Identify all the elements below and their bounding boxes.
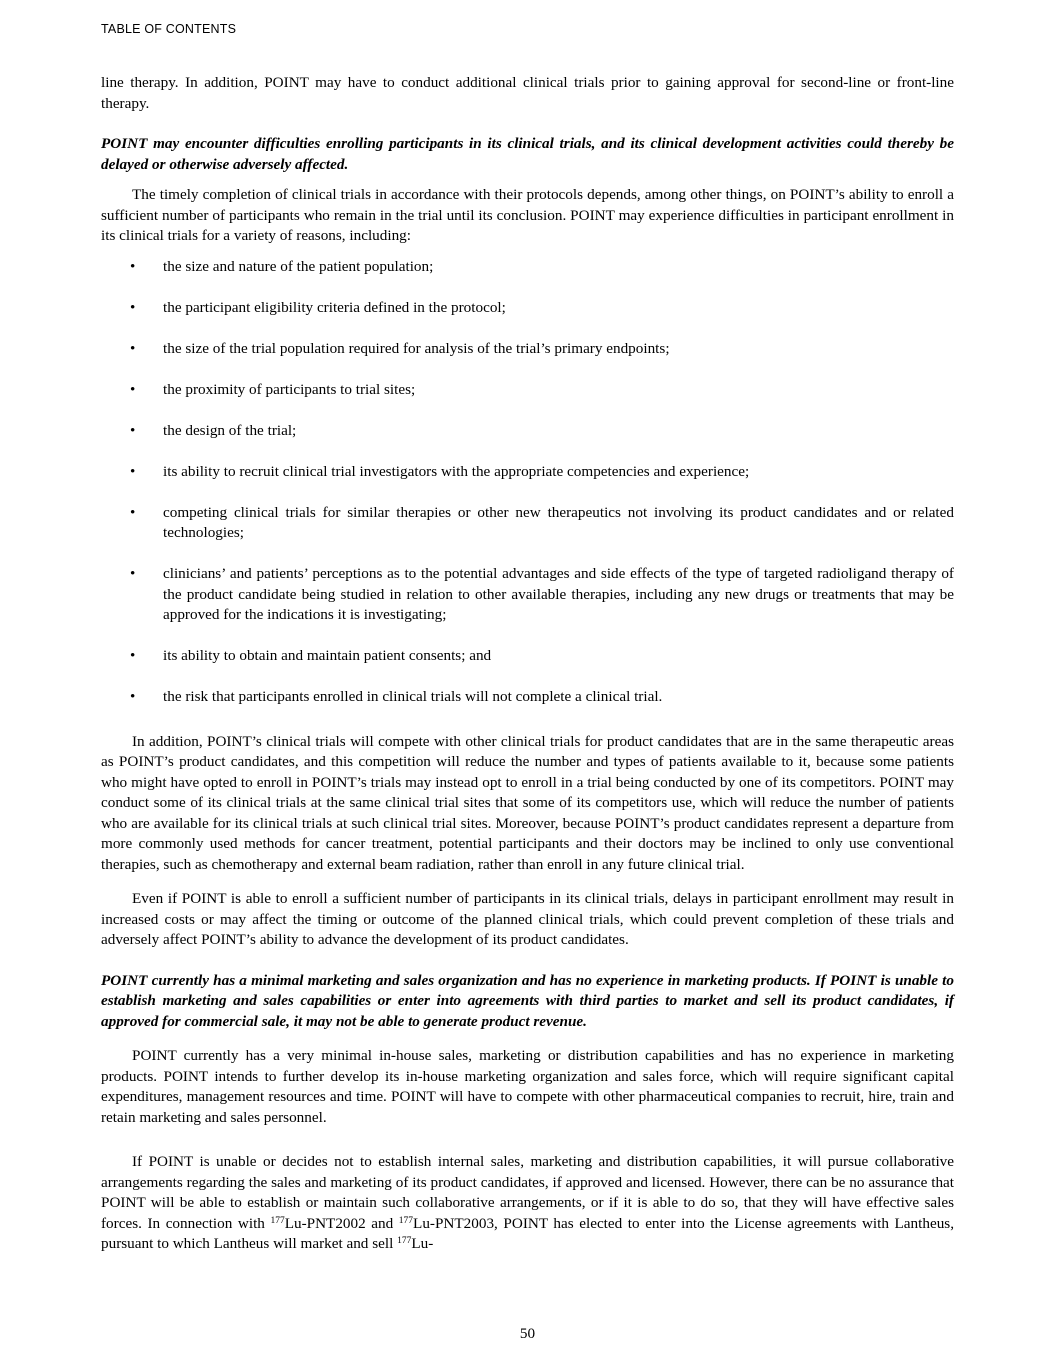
bullet-icon: • — [130, 421, 136, 439]
bullet-icon: • — [130, 565, 136, 582]
bullet-icon: • — [130, 688, 136, 705]
bullet-icon: • — [130, 339, 136, 357]
bullet-icon: • — [130, 380, 136, 398]
paragraph-sales-capabilities: POINT currently has a very minimal in-house sales, marketing or distribution capabilities and has no experience in marketing products. POINT intends to further develop its in-house marketing organization and sales force, which will require significant capital expenditures, management resources and time. POINT will have to compete with other pharmaceutical companies to recruit, hire, train and retain marketing and sales personnel. — [101, 1047, 954, 1126]
continued-paragraph: line therapy. In addition, POINT may have to conduct additional clinical trials prior to gaining approval for second-line or front-line therapy. — [101, 74, 954, 112]
list-item: • the proximity of participants to trial sites; — [101, 380, 954, 401]
risk-heading-marketing: POINT currently has a minimal marketing and sales organization and has no experience in marketing products. If POINT is unable to establish marketing and sales capabilities or enter into agreements with third parties to market and sell its product candidates, if approved for commercial sale, it may not be able to generate product revenue. — [101, 971, 954, 1030]
list-item: • the risk that participants enrolled in clinical trials will not complete a clinical trial. — [101, 687, 954, 708]
list-item: • the participant eligibility criteria defined in the protocol; — [101, 298, 954, 319]
paragraph-competition: In addition, POINT’s clinical trials will compete with other clinical trials for product candidates that are in the same therapeutic areas as POINT’s product candidates, and this competition will reduce the number and types of patients available to it, because some patients who might have opted to enroll in POINT’s trials may instead opt to enroll in a trial being conducted by one of its competitors. POINT may conduct some of its clinical trials at the same clinical trial sites that some of its competitors use, which will reduce the number of patients who are available for its clinical trials at such clinical trial sites. Moreover, because POINT’s product candidates represent a departure from more commonly used methods for cancer treatment, potential participants and their doctors may be inclined to only use conventional therapies, such as chemotherapy and external beam radiation, rather than enroll in any future clinical trial. — [101, 732, 954, 873]
paragraph-collaborative-arrangements: If POINT is unable or decides not to establish internal sales, marketing and distribution capabilities, it will pursue collaborative arrangements regarding the sales and marketing of its product candidates, if approved and licensed. However, there can be no assurance that POINT will be able to establish or maintain such collaborative arrangements, or if it is able to do so, that they will have effective sales forces. In connection with $^{177}$Lu-PNT2002 and $^{177}$Lu-PNT2003, POINT has elected to enter into the License agreements with Lantheus, pursuant to which Lantheus will market and sell $^{177}$Lu- — [101, 1153, 954, 1252]
bullet-icon: • — [130, 503, 136, 521]
bullet-icon: • — [130, 462, 136, 480]
paragraph-enrollment-delays: Even if POINT is able to enroll a sufficient number of participants in its clinical trials, delays in participant enrollment may result in increased costs or may affect the timing or outcome of the planned clinical trials, which could prevent completion of these trials and adversely affect POINT’s ability to advance the development of its product candidates. — [101, 890, 954, 948]
page-number: 50 — [519, 1325, 536, 1342]
bullet-icon: • — [130, 298, 136, 316]
paragraph-enrollment-intro: The timely completion of clinical trials in accordance with their protocols depends, among other things, on POINT’s ability to enroll a sufficient number of participants who remain in the trial until its conclusion. POINT may experience difficulties in participant enrollment in its clinical trials for a variety of reasons, including: — [101, 186, 954, 244]
isotope-superscript: 177 — [397, 1235, 412, 1246]
list-item: • the design of the trial; — [101, 421, 954, 442]
isotope-superscript: 177 — [398, 1215, 414, 1226]
list-item: • its ability to obtain and maintain patient consents; and — [101, 646, 954, 667]
document-body — [101, 73, 954, 1255]
list-item: • the size of the trial population required for analysis of the trial’s primary endpoints; — [101, 339, 954, 360]
isotope-superscript: 177 — [270, 1215, 285, 1226]
enrollment-factors-list — [101, 257, 954, 708]
list-item: • the size and nature of the patient population; — [101, 257, 954, 278]
bullet-icon: • — [130, 257, 136, 275]
list-item: • competing clinical trials for similar therapies or other new therapeutics not involving its product candidates and or related technologies; — [130, 503, 954, 541]
risk-heading-enrollment: POINT may encounter difficulties enrolling participants in its clinical trials, and its clinical development activities could thereby be delayed or otherwise adversely affected. — [101, 135, 954, 173]
list-item: • clinicians’ and patients’ perceptions as to the potential advantages and side effects of the type of targeted radioligand therapy of the product candidate being studied in relation to other available therapies, including any new drugs or treatments that may be approved for the indications it is investigating; — [130, 565, 954, 623]
list-item: • its ability to recruit clinical trial investigators with the appropriate competencies and experience; — [101, 462, 954, 483]
table-of-contents-link[interactable]: TABLE OF CONTENTS — [101, 22, 237, 36]
bullet-icon: • — [130, 647, 136, 664]
